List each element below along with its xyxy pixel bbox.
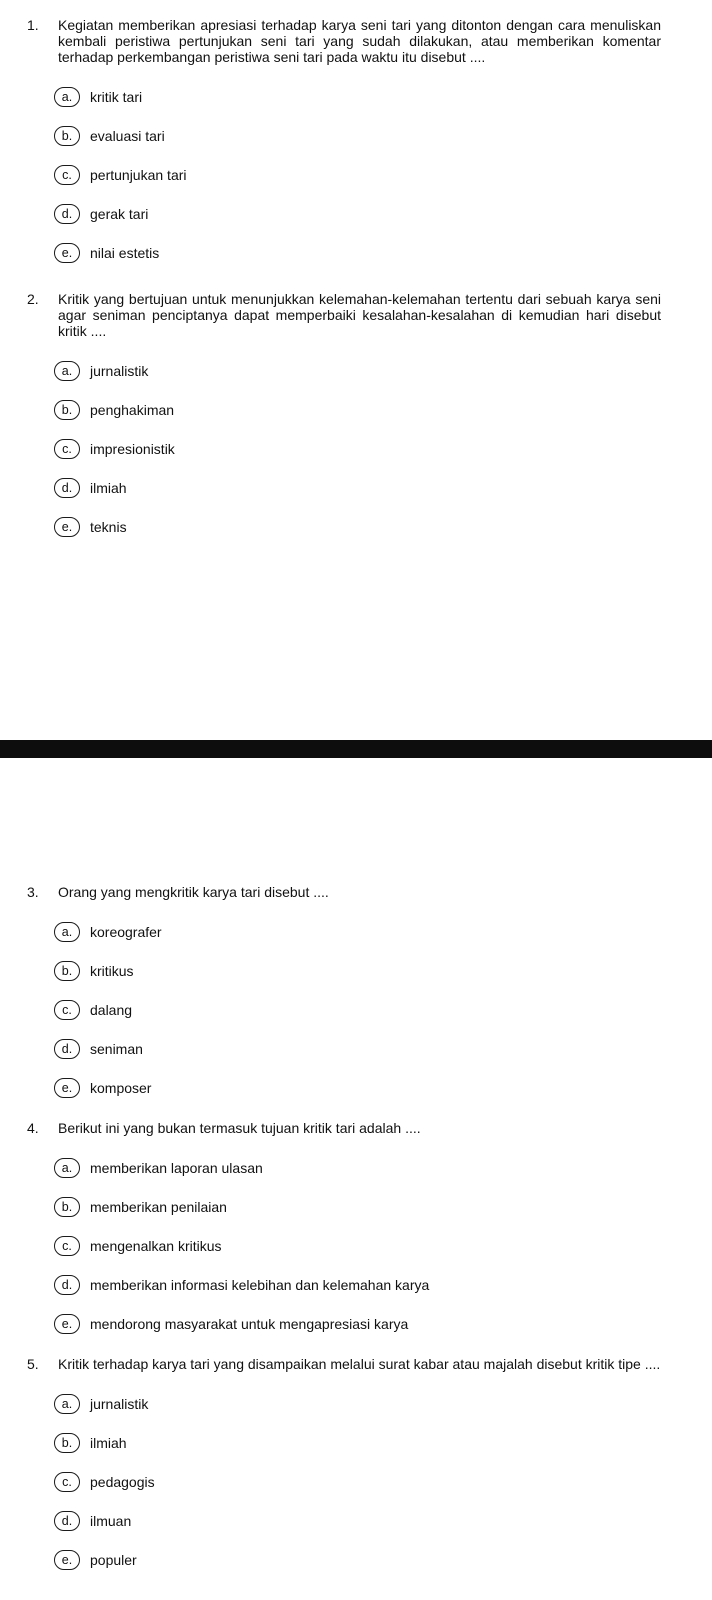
- option-letter-badge: e.: [54, 243, 80, 263]
- option-letter-badge: b.: [54, 1197, 80, 1217]
- option-b[interactable]: [54, 951, 661, 990]
- option-list: [54, 1148, 661, 1343]
- option-text: jurnalistik: [90, 362, 149, 379]
- question-text: Kegiatan memberikan apresiasi terhadap karya seni tari yang ditonton dengan cara menuliskan kembali peristiwa pertunjukan seni tari yang sudah dilakukan, atau memberikan komentar terhadap perkembangan peristiwa seni tari pada waktu itu disebut ....: [58, 17, 661, 65]
- option-d[interactable]: [54, 194, 661, 233]
- option-letter-badge: a.: [54, 361, 80, 381]
- option-text: pedagogis: [90, 1473, 155, 1490]
- option-letter-badge: a.: [54, 87, 80, 107]
- option-c[interactable]: [54, 990, 661, 1029]
- option-text: dalang: [90, 1001, 133, 1018]
- question-number: 4.: [27, 1120, 39, 1136]
- option-text: kritik tari: [90, 88, 143, 105]
- option-letter-badge: c.: [54, 1472, 80, 1492]
- option-letter-badge: e.: [54, 517, 80, 537]
- option-text: mendorong masyarakat untuk mengapresiasi karya: [90, 1315, 409, 1332]
- question-text: Kritik yang bertujuan untuk menunjukkan kelemahan-kelemahan tertentu dari sebuah karya seni agar seniman penciptanya dapat memperbaiki kesalahan-kesalahan di kemudian hari disebut kritik ....: [58, 291, 661, 339]
- option-d[interactable]: [54, 468, 661, 507]
- option-letter-badge: d.: [54, 478, 80, 498]
- option-b[interactable]: [54, 390, 661, 429]
- option-d[interactable]: [54, 1029, 661, 1068]
- option-list: [54, 912, 661, 1107]
- option-letter-badge: a.: [54, 1394, 80, 1414]
- option-a[interactable]: [54, 912, 661, 951]
- question-1: [27, 17, 661, 272]
- option-text: gerak tari: [90, 205, 149, 222]
- option-letter-badge: b.: [54, 1433, 80, 1453]
- option-text: ilmiah: [90, 479, 127, 496]
- option-letter-badge: b.: [54, 961, 80, 981]
- question-number: 5.: [27, 1356, 39, 1372]
- option-letter-badge: a.: [54, 1158, 80, 1178]
- option-b[interactable]: [54, 116, 661, 155]
- option-b[interactable]: [54, 1423, 661, 1462]
- question-text: Orang yang mengkritik karya tari disebut ....: [58, 884, 329, 900]
- option-a[interactable]: [54, 1148, 661, 1187]
- option-e[interactable]: [54, 1540, 661, 1579]
- question-3: [27, 884, 661, 1107]
- option-b[interactable]: [54, 1187, 661, 1226]
- question-4: [27, 1120, 661, 1343]
- option-text: evaluasi tari: [90, 127, 165, 144]
- option-list: [54, 1384, 661, 1579]
- option-letter-badge: e.: [54, 1550, 80, 1570]
- option-text: impresionistik: [90, 440, 175, 457]
- option-a[interactable]: [54, 77, 661, 116]
- option-text: ilmuan: [90, 1512, 132, 1529]
- option-text: pertunjukan tari: [90, 166, 187, 183]
- option-letter-badge: c.: [54, 165, 80, 185]
- option-letter-badge: c.: [54, 439, 80, 459]
- option-d[interactable]: [54, 1265, 661, 1304]
- option-e[interactable]: [54, 1304, 661, 1343]
- option-d[interactable]: [54, 1501, 661, 1540]
- option-letter-badge: d.: [54, 1511, 80, 1531]
- option-a[interactable]: [54, 351, 661, 390]
- option-text: komposer: [90, 1079, 152, 1096]
- option-text: jurnalistik: [90, 1395, 149, 1412]
- option-text: mengenalkan kritikus: [90, 1237, 222, 1254]
- option-c[interactable]: [54, 155, 661, 194]
- option-text: kritikus: [90, 962, 134, 979]
- option-c[interactable]: [54, 429, 661, 468]
- option-letter-badge: e.: [54, 1078, 80, 1098]
- question-text: Berikut ini yang bukan termasuk tujuan kritik tari adalah ....: [58, 1120, 421, 1136]
- question-text: Kritik terhadap karya tari yang disampaikan melalui surat kabar atau majalah disebut kritik tipe ....: [58, 1356, 661, 1372]
- option-text: ilmiah: [90, 1434, 127, 1451]
- question-2: [27, 291, 661, 546]
- page-divider: [0, 740, 712, 758]
- question-number: 1.: [27, 17, 39, 33]
- option-letter-badge: b.: [54, 126, 80, 146]
- option-text: populer: [90, 1551, 137, 1568]
- option-text: memberikan laporan ulasan: [90, 1159, 263, 1176]
- option-letter-badge: a.: [54, 922, 80, 942]
- option-e[interactable]: [54, 1068, 661, 1107]
- question-number: 3.: [27, 884, 39, 900]
- option-text: penghakiman: [90, 401, 175, 418]
- option-letter-badge: d.: [54, 1275, 80, 1295]
- option-text: koreografer: [90, 923, 162, 940]
- option-list: [54, 351, 661, 546]
- page-top: [0, 0, 712, 740]
- option-letter-badge: e.: [54, 1314, 80, 1334]
- option-list: [54, 77, 661, 272]
- option-text: seniman: [90, 1040, 143, 1057]
- option-a[interactable]: [54, 1384, 661, 1423]
- option-letter-badge: d.: [54, 204, 80, 224]
- option-e[interactable]: [54, 507, 661, 546]
- option-text: memberikan penilaian: [90, 1198, 227, 1215]
- option-text: memberikan informasi kelebihan dan kelemahan karya: [90, 1276, 430, 1293]
- option-text: nilai estetis: [90, 244, 160, 261]
- option-e[interactable]: [54, 233, 661, 272]
- option-letter-badge: d.: [54, 1039, 80, 1059]
- option-text: teknis: [90, 518, 127, 535]
- question-5: [27, 1356, 661, 1579]
- option-c[interactable]: [54, 1462, 661, 1501]
- option-letter-badge: c.: [54, 1236, 80, 1256]
- option-letter-badge: b.: [54, 400, 80, 420]
- option-letter-badge: c.: [54, 1000, 80, 1020]
- question-number: 2.: [27, 291, 39, 307]
- option-c[interactable]: [54, 1226, 661, 1265]
